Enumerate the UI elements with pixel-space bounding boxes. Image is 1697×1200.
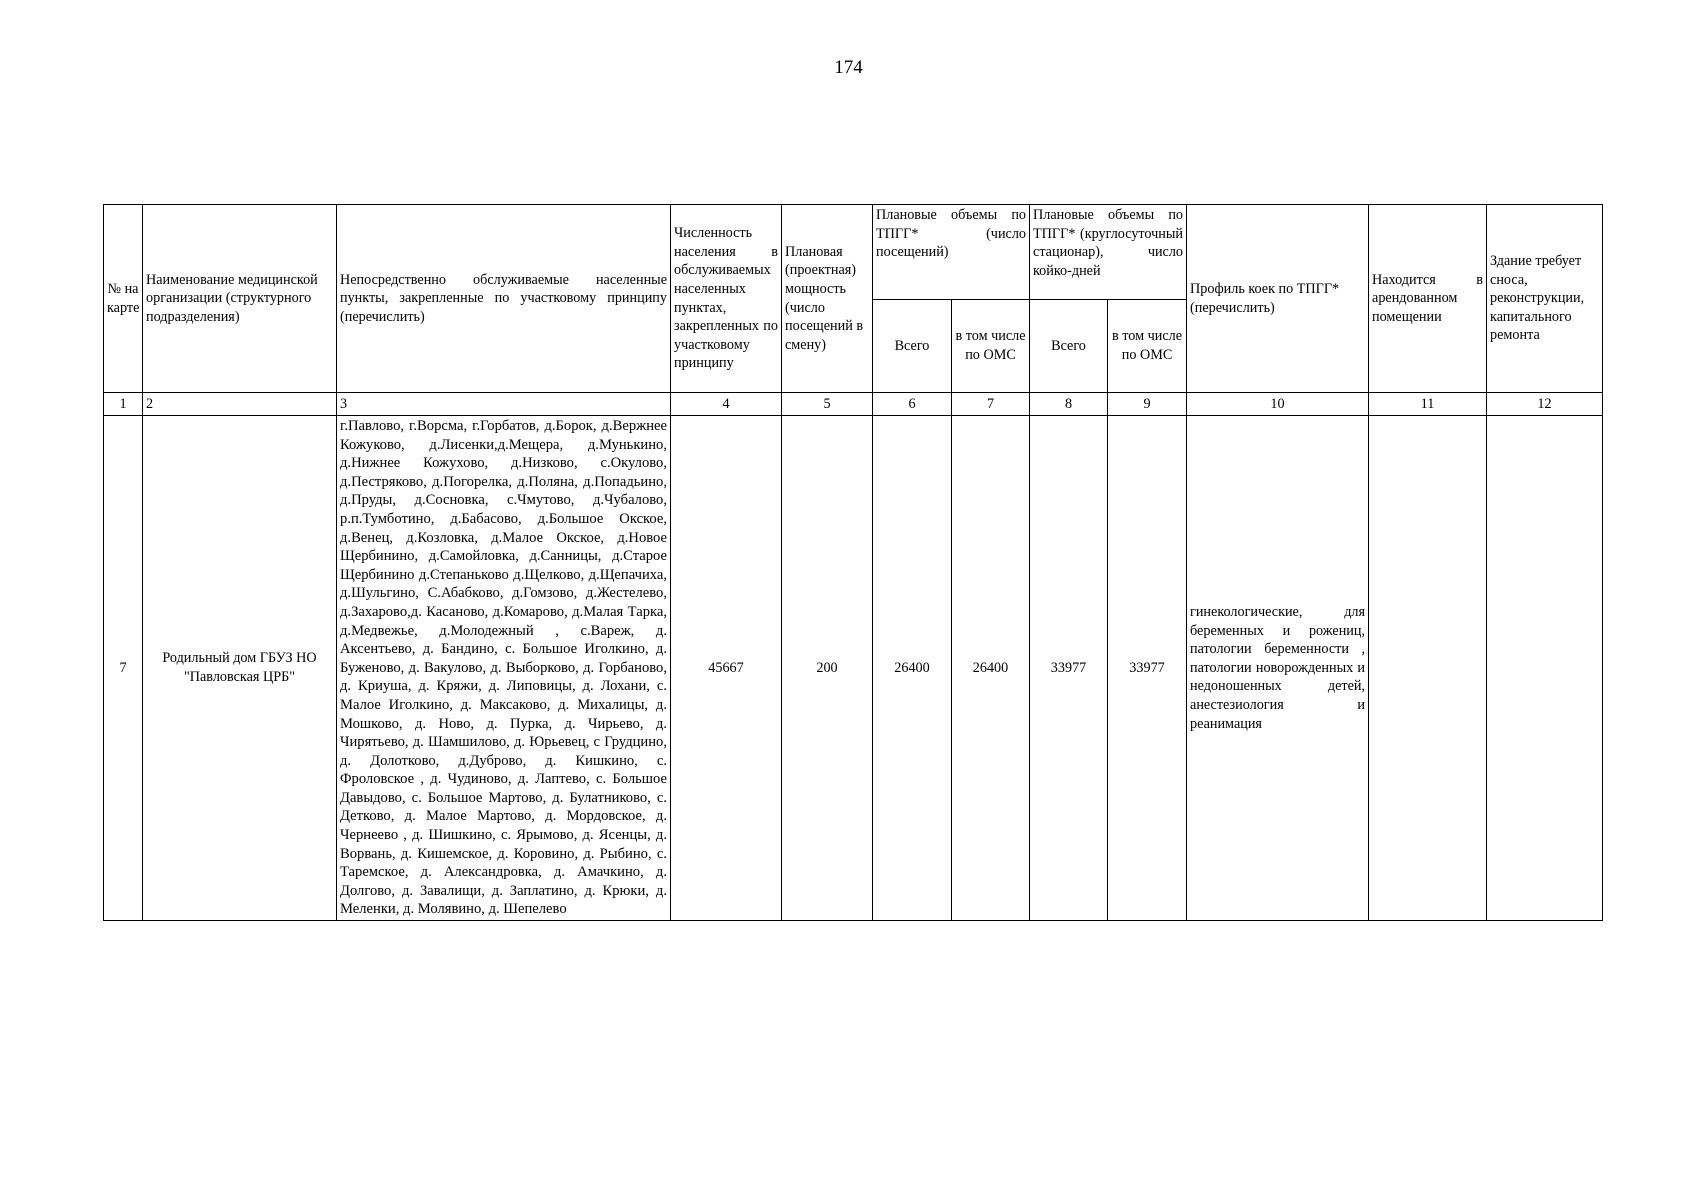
page-number: 174	[834, 57, 863, 78]
column-number: 12	[1487, 393, 1603, 416]
cell-beddays-total: 33977	[1030, 416, 1108, 921]
header-needs-repair: Здание требует сноса, реконструкции, капитального ремонта	[1487, 205, 1603, 393]
header-rented: Находится в арендованном помещении	[1369, 205, 1487, 393]
column-number-row	[104, 393, 1603, 416]
cell-bed-profile: гинекологические, для беременных и рожениц, патологии беременности , патологии новорожденных и недоношенных детей, анестезиология и реанимация	[1187, 416, 1369, 921]
header-organization: Наименование медицинской организации (структурного подразделения)	[143, 205, 337, 393]
column-number: 6	[873, 393, 952, 416]
cell-rented	[1369, 416, 1487, 921]
column-number: 3	[337, 393, 671, 416]
column-number: 4	[671, 393, 782, 416]
header-settlements: Непосредственно обслуживаемые населенные пункты, закрепленные по участковому принципу (перечислить)	[337, 205, 671, 393]
header-beddays-total: Всего	[1030, 300, 1108, 393]
header-population: Численность населения в обслуживаемых населенных пунктах, закрепленных по участковому принципу	[671, 205, 782, 393]
cell-capacity: 200	[782, 416, 873, 921]
table-row	[104, 416, 1603, 921]
cell-beddays-oms: 33977	[1108, 416, 1187, 921]
cell-settlements: г.Павлово, г.Ворсма, г.Горбатов, д.Борок, д.Вержнее Кожуково, д.Лисенки,д.Мещера, д.Мунькино, д.Нижнее Кожухово, д.Низково, с.Окулово, д.Пестряково, д.Погорелка, д.Поляна, д.Попадьино, д.Пруды, д.Сосновка, с.Чмутово, д.Чубалово, р.п.Тумботино, д.Бабасово, д.Большое Окское, д.Венец, д.Козловка, д.Малое Окское, д.Новое Щербинино, д.Самойловка, д.Санницы, д.Старое Щербинино д.Степаньково д.Щелково, д.Щепачиха, д.Шульгино, С.Абабково, д.Гомзово, д.Жестелево, д.Захарово,д. Касаново, д.Комарово, д.Малая Тарка, д.Медвежье, д.Молодежный , с.Вареж, д. Аксентьево, д. Бандино, с. Большое Иголкино, д. Буженово, д. Вакулово, д. Выборково, д. Горбаново, д. Криуша, д. Кряжи, д. Липовицы, д. Лохани, с. Малое Иголкино, д. Максаково, д. Михалицы, д. Мошково, д. Ново, д. Пурка, д. Чирьево, д. Чирятьево, д. Шамшилово, д. Юрьевец, с Грудцино, д. Долотково, д.Дуброво, д. Кишкино, с. Фроловское , д. Чудиново, д. Лаптево, с. Большое Давыдово, с. Большое Мартово, д. Булатниково, с. Детково, д. Малое Мартово, д. Мордовское, д. Чернеево , д. Шишкино, с. Ярымово, д. Ясенцы, д. Ворвань, д. Кишемское, д. Коровино, д. Рыбино, с. Таремское, д. Александровка, д. Амачкино, д. Долгово, д. Завалищи, д. Заплатино, д. Крюки, д. Меленки, д. Молявино, д. Шепелево	[337, 416, 671, 921]
cell-visits-total: 26400	[873, 416, 952, 921]
header-map-number: № на карте	[104, 205, 143, 393]
header-capacity: Плановая (проектная) мощность (число посещений в смену)	[782, 205, 873, 393]
header-row-1	[104, 205, 1603, 300]
cell-population: 45667	[671, 416, 782, 921]
column-number: 2	[143, 393, 337, 416]
cell-organization: Родильный дом ГБУЗ НО "Павловская ЦРБ"	[143, 416, 337, 921]
header-visits-oms: в том числе по ОМС	[952, 300, 1030, 393]
column-number: 1	[104, 393, 143, 416]
column-number: 7	[952, 393, 1030, 416]
header-visits-total: Всего	[873, 300, 952, 393]
cell-visits-oms: 26400	[952, 416, 1030, 921]
header-bed-profile: Профиль коек по ТПГГ* (перечислить)	[1187, 205, 1369, 393]
header-visits-group: Плановые объемы по ТПГГ* (число посещений)	[873, 205, 1030, 300]
cell-map-number: 7	[104, 416, 143, 921]
column-number: 11	[1369, 393, 1487, 416]
column-number: 8	[1030, 393, 1108, 416]
header-beddays-group: Плановые объемы по ТПГГ* (круглосуточный стационар), число койко-дней	[1030, 205, 1187, 300]
column-number: 10	[1187, 393, 1369, 416]
column-number: 5	[782, 393, 873, 416]
cell-needs-repair	[1487, 416, 1603, 921]
column-number: 9	[1108, 393, 1187, 416]
header-beddays-oms: в том числе по ОМС	[1108, 300, 1187, 393]
facilities-table	[103, 204, 1603, 921]
